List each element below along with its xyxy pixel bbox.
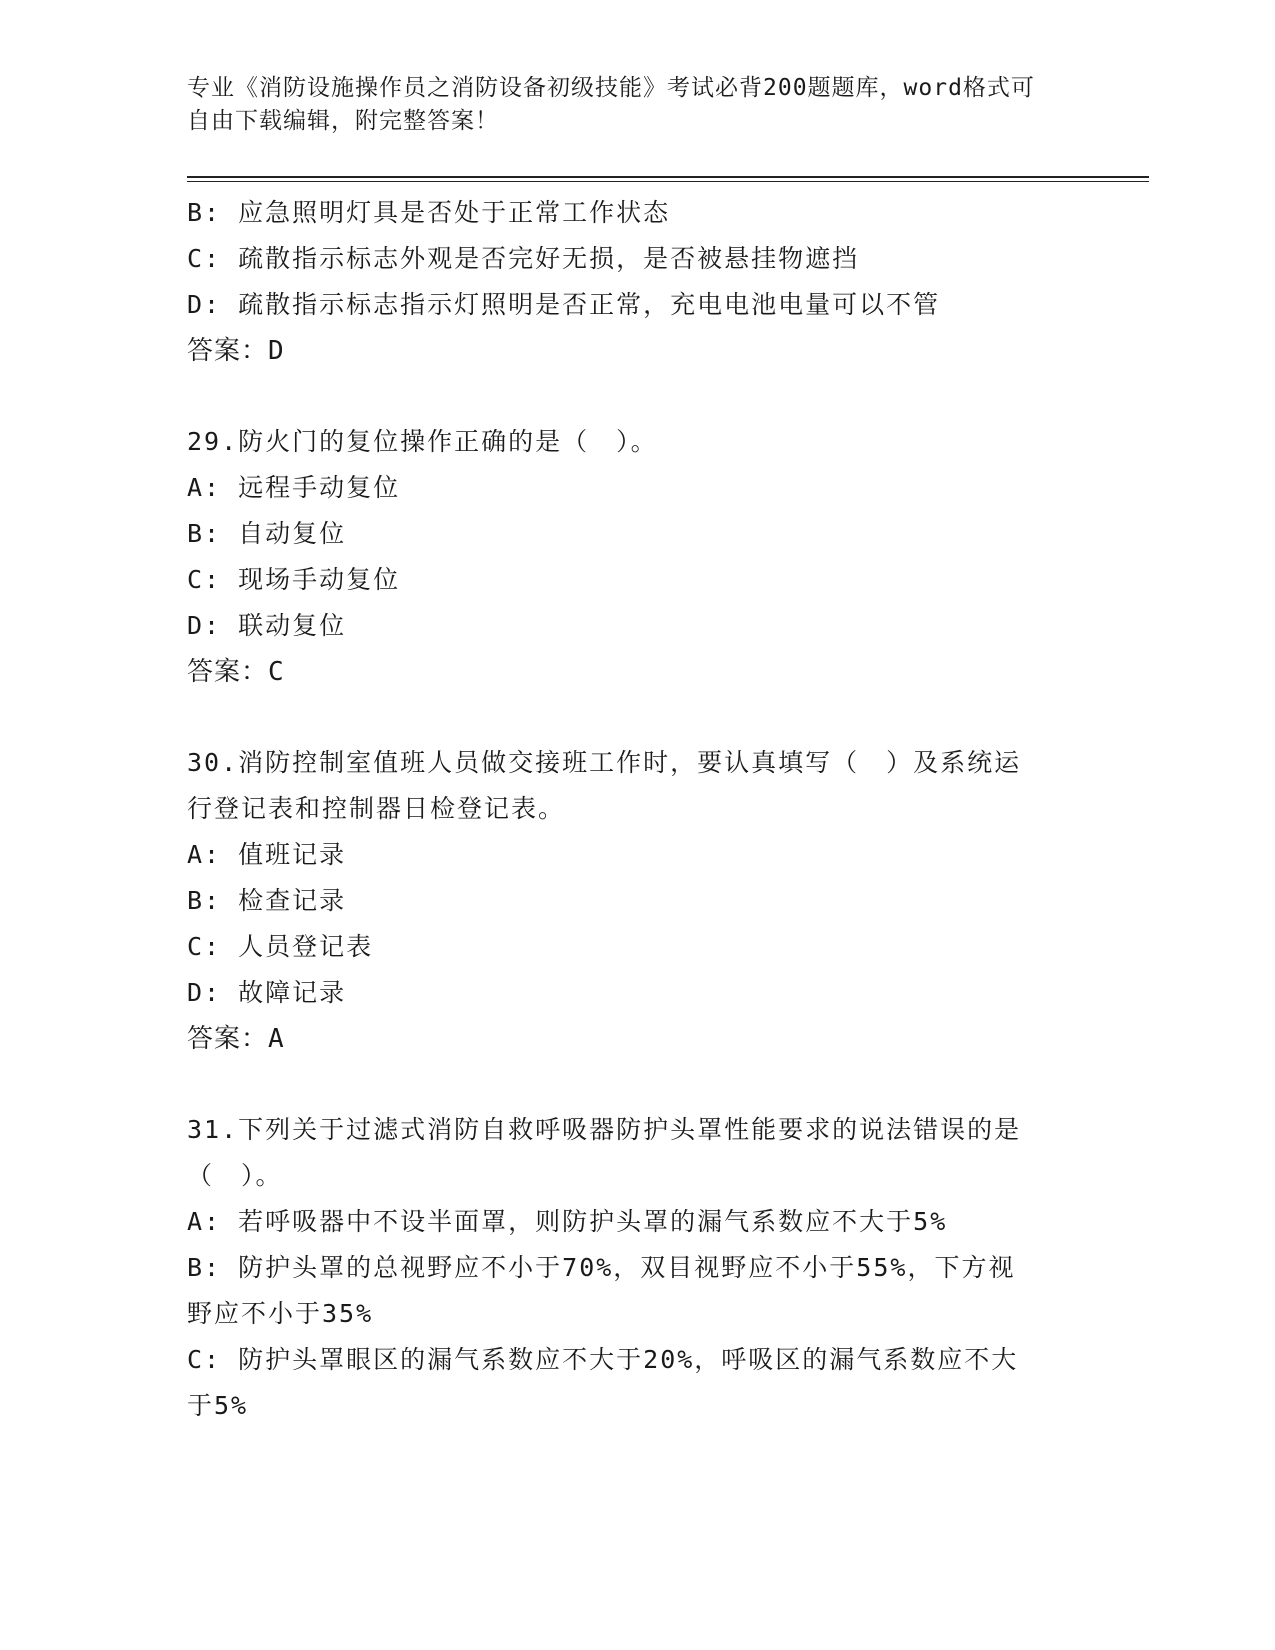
option-b-line-2: 野应不小于35% bbox=[187, 1299, 374, 1328]
option-d: D: 联动复位 bbox=[187, 611, 347, 640]
option-b: B: 检查记录 bbox=[187, 886, 347, 915]
option-a: A: 若呼吸器中不设半面罩，则防护头罩的漏气系数应不大于5% bbox=[187, 1207, 948, 1236]
option-b: B: 自动复位 bbox=[187, 519, 347, 548]
question-list bbox=[187, 190, 1077, 1429]
option-b-line-1: B: 防护头罩的总视野应不小于70%，双目视野应不小于55%，下方视 bbox=[187, 1253, 1016, 1282]
option-c: C: 人员登记表 bbox=[187, 932, 374, 961]
spacer bbox=[187, 695, 1077, 740]
document-header bbox=[187, 72, 1067, 138]
option-d: D: 故障记录 bbox=[187, 978, 347, 1007]
header-divider-thick bbox=[187, 176, 1149, 178]
option-d: D: 疏散指示标志指示灯照明是否正常，充电电池电量可以不管 bbox=[187, 290, 941, 319]
option-c-line-1: C: 防护头罩眼区的漏气系数应不大于20%，呼吸区的漏气系数应不大 bbox=[187, 1345, 1019, 1374]
answer: 答案：C bbox=[187, 657, 285, 687]
spacer bbox=[187, 374, 1077, 419]
option-b: B: 应急照明灯具是否处于正常工作状态 bbox=[187, 198, 671, 227]
option-a: A: 远程手动复位 bbox=[187, 473, 401, 502]
question-text: 29.防火门的复位操作正确的是（ ）。 bbox=[187, 427, 658, 456]
option-c: C: 疏散指示标志外观是否完好无损，是否被悬挂物遮挡 bbox=[187, 244, 860, 273]
header-divider-thin bbox=[187, 181, 1149, 182]
answer: 答案：D bbox=[187, 336, 285, 366]
header-line-2: 自由下载编辑，附完整答案！ bbox=[187, 108, 499, 134]
question-text-line-1: 31.下列关于过滤式消防自救呼吸器防护头罩性能要求的说法错误的是 bbox=[187, 1115, 1022, 1144]
header-line-1: 专业《消防设施操作员之消防设备初级技能》考试必背200题题库，word格式可 bbox=[187, 75, 1035, 101]
spacer bbox=[187, 1062, 1077, 1107]
option-a: A: 值班记录 bbox=[187, 840, 347, 869]
question-31 bbox=[187, 1107, 1077, 1429]
question-text-line-1: 30.消防控制室值班人员做交接班工作时，要认真填写（ ）及系统运 bbox=[187, 748, 1022, 777]
question-30 bbox=[187, 740, 1077, 1062]
question-29 bbox=[187, 419, 1077, 695]
option-c-line-2: 于5% bbox=[187, 1391, 249, 1420]
option-c: C: 现场手动复位 bbox=[187, 565, 401, 594]
question-text-line-2: 行登记表和控制器日检登记表。 bbox=[187, 794, 566, 823]
question-28-continued bbox=[187, 190, 1077, 374]
answer: 答案：A bbox=[187, 1024, 285, 1054]
question-text-line-2: （ ）。 bbox=[187, 1161, 283, 1190]
